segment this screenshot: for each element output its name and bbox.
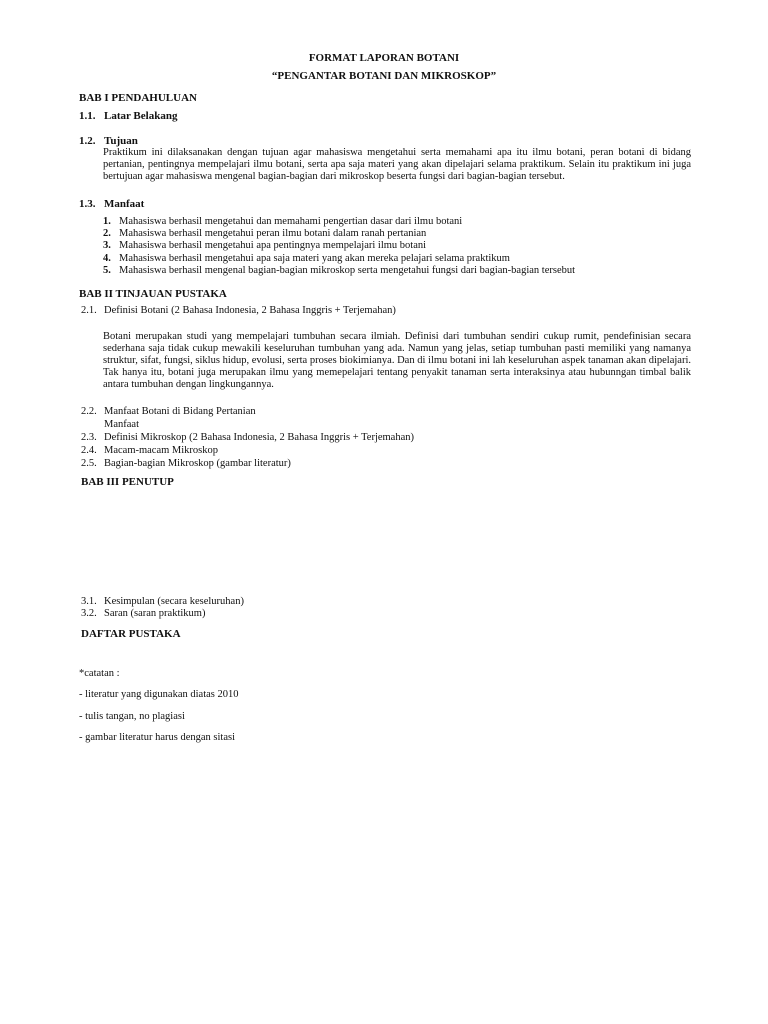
section-2-5-number: 2.5. [81,458,97,469]
section-2-2-sub: Manfaat [104,419,139,430]
section-2-4-label: Macam-macam Mikroskop [104,445,219,456]
botani-definition-text: Botani merupakan studi yang mempelajari tumbuhan secara ilmiah. Definisi dari tumbuhan sendiri cukup rumit, pendefinisian secara sederhana saja tidak cukup mewakili keseluruhan tumbuhan yang ada. Namun yang jelas, setiap tumbuhan pasti memiliki yang namanya struktur, sifat, fungsi, siklus hidup, evolusi, serta proses biokimianya. Dan di ilmu botani ini lah keseluruhan aspek tanaman akan dipelajari. Tak hanya itu, botani juga merupakan ilmu yang memepelajari tentang penyakit tanaman serta interaksinya atau hubunngan timbal balik antara tumbuhan dengan lingkungannya. [103,331,691,391]
list-item-text: Mahasiswa berhasil mengetahui apa pentingnya mempelajari ilmu botani [119,240,427,252]
section-2-1-number: 2.1. [81,305,97,316]
section-2-5-label: Bagian-bagian Mikroskop (gambar literatur) [104,458,291,469]
list-item [103,240,575,252]
document-subtitle: “PENGANTAR BOTANI DAN MIKROSKOP” [271,70,497,82]
section-1-1-label: Latar Belakang [104,110,178,122]
section-2-1-paragraph [103,331,691,391]
section-3-2-label: Saran (saran praktikum) [104,608,206,619]
section-3-2-number: 3.2. [81,608,97,619]
section-2-2-number: 2.2. [81,406,97,417]
note-item: - gambar literatur harus dengan sitasi [79,732,235,743]
list-item-text: Mahasiswa berhasil mengenal bagian-bagian mikroskop serta mengetahui fungsi dari bagian-bagian tersebut [119,264,576,276]
list-item-number: 2. [103,228,111,240]
list-item [103,228,575,240]
section-2-2-label: Manfaat Botani di Bidang Pertanian [104,406,256,417]
section-2-4-number: 2.4. [81,445,97,456]
section-2-3-number: 2.3. [81,432,97,443]
list-item-number: 3. [103,240,111,252]
list-item [103,216,575,228]
bab1-heading: BAB I PENDAHULUAN [79,92,197,104]
daftar-pustaka-heading: DAFTAR PUSTAKA [81,628,181,640]
section-1-2-paragraph [103,147,691,183]
note-item: - tulis tangan, no plagiasi [79,711,185,722]
list-item-text: Mahasiswa berhasil mengetahui peran ilmu botani dalam ranah pertanian [119,228,427,240]
section-1-1-number: 1.1. [79,110,96,122]
section-2-1-label: Definisi Botani (2 Bahasa Indonesia, 2 Bahasa Inggris + Terjemahan) [104,305,396,316]
bab3-heading: BAB III PENUTUP [81,476,174,488]
tujuan-text: Praktikum ini dilaksanakan dengan tujuan agar mahasiswa mengetahui serta memahami apa itu ilmu botani, peran botani di bidang pertanian, pentingnya mempelajari ilmu botani, serta apa saja materi yang akan dipelajari selama praktikum. Selain itu praktikum ini juga bertujuan agar mahasiswa mengenal bagian-bagian dari mikroskop beserta fungsi dari bagian-bagian tersebut. [103,147,691,183]
list-item-number: 4. [103,252,111,264]
list-item [103,265,575,277]
section-1-3-label: Manfaat [104,198,145,210]
note-item: - literatur yang digunakan diatas 2010 [79,689,239,700]
section-1-2-label: Tujuan [104,135,138,147]
section-1-3-number: 1.3. [79,198,96,210]
section-1-2-number: 1.2. [79,135,96,147]
list-item-text: Mahasiswa berhasil mengetahui apa saja materi yang akan mereka pelajari selama praktikum [119,252,510,264]
document-title: FORMAT LAPORAN BOTANI [308,52,460,64]
bab2-heading: BAB II TINJAUAN PUSTAKA [79,288,227,300]
section-2-3-label: Definisi Mikroskop (2 Bahasa Indonesia, 2 Bahasa Inggris + Terjemahan) [104,432,415,443]
notes-heading: *catatan : [79,668,120,679]
list-item-number: 5. [103,264,111,276]
list-item-number: 1. [103,216,111,227]
list-item-text: Mahasiswa berhasil mengetahui dan memahami pengertian dasar dari ilmu botani [119,216,463,227]
manfaat-list [103,216,575,277]
section-3-1-number: 3.1. [81,596,97,607]
section-3-1-label: Kesimpulan (secara keseluruhan) [104,596,244,607]
list-item [103,253,575,265]
